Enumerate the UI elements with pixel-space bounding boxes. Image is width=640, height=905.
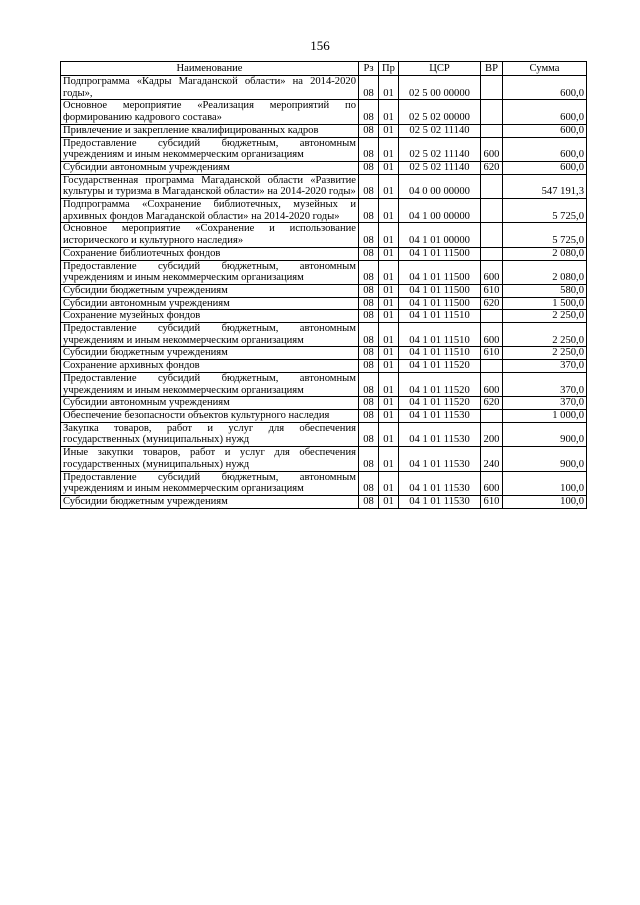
cell-name: Сохранение архивных фондов (61, 360, 359, 373)
cell-rz: 08 (359, 397, 379, 410)
cell-pr: 01 (379, 347, 399, 360)
cell-rz: 08 (359, 310, 379, 323)
cell-sum: 5 725,0 (503, 223, 587, 247)
cell-rz: 08 (359, 495, 379, 508)
header-csr: ЦСР (399, 62, 481, 76)
cell-pr: 01 (379, 223, 399, 247)
table-body (61, 76, 587, 509)
cell-sum: 100,0 (503, 471, 587, 495)
cell-name: Предоставление субсидий бюджетным, автономным учреждениям и иным некоммерческим организациям (61, 372, 359, 396)
cell-pr: 01 (379, 137, 399, 161)
cell-rz: 08 (359, 347, 379, 360)
cell-sum: 2 080,0 (503, 247, 587, 260)
cell-csr: 02 5 02 11140 (399, 124, 481, 137)
cell-vr (481, 223, 503, 247)
cell-rz: 08 (359, 372, 379, 396)
table-row (61, 124, 587, 137)
cell-pr: 01 (379, 397, 399, 410)
cell-csr: 02 5 02 00000 (399, 100, 481, 124)
cell-name: Субсидии бюджетным учреждениям (61, 495, 359, 508)
header-pr: Пр (379, 62, 399, 76)
cell-sum: 547 191,3 (503, 174, 587, 198)
cell-name: Подпрограмма «Кадры Магаданской области» на 2014-2020 годы», (61, 76, 359, 100)
cell-csr: 02 5 02 11140 (399, 137, 481, 161)
cell-sum: 1 500,0 (503, 297, 587, 310)
cell-pr: 01 (379, 260, 399, 284)
cell-pr: 01 (379, 124, 399, 137)
budget-table (60, 61, 587, 509)
cell-csr: 04 1 01 11510 (399, 347, 481, 360)
cell-sum: 2 250,0 (503, 310, 587, 323)
cell-name: Обеспечение безопасности объектов культурного наследия (61, 409, 359, 422)
cell-rz: 08 (359, 100, 379, 124)
cell-name: Предоставление субсидий бюджетным, автономным учреждениям и иным некоммерческим организациям (61, 137, 359, 161)
cell-pr: 01 (379, 323, 399, 347)
cell-name: Основное мероприятие «Сохранение и использование исторического и культурного наследия» (61, 223, 359, 247)
cell-pr: 01 (379, 199, 399, 223)
cell-sum: 900,0 (503, 447, 587, 471)
cell-csr: 04 1 01 00000 (399, 223, 481, 247)
cell-name: Субсидии бюджетным учреждениям (61, 347, 359, 360)
cell-name: Предоставление субсидий бюджетным, автономным учреждениям и иным некоммерческим организациям (61, 323, 359, 347)
cell-rz: 08 (359, 471, 379, 495)
cell-csr: 04 1 01 11520 (399, 372, 481, 396)
cell-sum: 600,0 (503, 100, 587, 124)
cell-csr: 04 1 01 11530 (399, 471, 481, 495)
cell-vr: 610 (481, 284, 503, 297)
cell-pr: 01 (379, 422, 399, 446)
cell-pr: 01 (379, 247, 399, 260)
header-row (61, 62, 587, 76)
table-row (61, 323, 587, 347)
cell-rz: 08 (359, 137, 379, 161)
cell-sum: 5 725,0 (503, 199, 587, 223)
table-row (61, 495, 587, 508)
table-row (61, 76, 587, 100)
cell-pr: 01 (379, 409, 399, 422)
cell-csr: 02 5 02 11140 (399, 161, 481, 174)
cell-sum: 2 250,0 (503, 347, 587, 360)
cell-csr: 04 1 01 11530 (399, 409, 481, 422)
cell-csr: 04 0 00 00000 (399, 174, 481, 198)
cell-pr: 01 (379, 297, 399, 310)
cell-rz: 08 (359, 360, 379, 373)
table-row (61, 447, 587, 471)
cell-vr: 240 (481, 447, 503, 471)
table-row (61, 100, 587, 124)
cell-name: Привлечение и закрепление квалифицированных кадров (61, 124, 359, 137)
cell-sum: 2 250,0 (503, 323, 587, 347)
cell-name: Субсидии автономным учреждениям (61, 397, 359, 410)
cell-vr: 620 (481, 397, 503, 410)
cell-pr: 01 (379, 161, 399, 174)
cell-csr: 02 5 00 00000 (399, 76, 481, 100)
cell-vr: 600 (481, 323, 503, 347)
table-row (61, 347, 587, 360)
cell-csr: 04 1 01 11510 (399, 310, 481, 323)
table-row (61, 174, 587, 198)
table-row (61, 247, 587, 260)
cell-sum: 600,0 (503, 137, 587, 161)
cell-name: Предоставление субсидий бюджетным, автономным учреждениям и иным некоммерческим организациям (61, 471, 359, 495)
cell-sum: 370,0 (503, 360, 587, 373)
cell-csr: 04 1 01 11510 (399, 323, 481, 347)
cell-sum: 600,0 (503, 161, 587, 174)
header-sum: Сумма (503, 62, 587, 76)
cell-vr (481, 199, 503, 223)
cell-name: Государственная программа Магаданской области «Развитие культуры и туризма в Магаданской области» на 2014-2020 годы» (61, 174, 359, 198)
cell-rz: 08 (359, 323, 379, 347)
cell-sum: 2 080,0 (503, 260, 587, 284)
cell-vr: 620 (481, 297, 503, 310)
table-row (61, 310, 587, 323)
cell-rz: 08 (359, 199, 379, 223)
cell-name: Иные закупки товаров, работ и услуг для обеспечения государственных (муниципальных) нужд (61, 447, 359, 471)
cell-csr: 04 1 01 11520 (399, 360, 481, 373)
cell-pr: 01 (379, 372, 399, 396)
cell-pr: 01 (379, 100, 399, 124)
table-header (61, 62, 587, 76)
table-row (61, 471, 587, 495)
header-vr: ВР (481, 62, 503, 76)
cell-name: Предоставление субсидий бюджетным, автономным учреждениям и иным некоммерческим организациям (61, 260, 359, 284)
cell-vr (481, 409, 503, 422)
table-row (61, 260, 587, 284)
cell-csr: 04 1 01 11500 (399, 260, 481, 284)
cell-pr: 01 (379, 284, 399, 297)
cell-sum: 370,0 (503, 397, 587, 410)
cell-name: Подпрограмма «Сохранение библиотечных, музейных и архивных фондов Магаданской области» на 2014-2020 годы» (61, 199, 359, 223)
cell-pr: 01 (379, 174, 399, 198)
cell-name: Субсидии бюджетным учреждениям (61, 284, 359, 297)
header-name: Наименование (61, 62, 359, 76)
table-row (61, 297, 587, 310)
cell-rz: 08 (359, 260, 379, 284)
table-row (61, 409, 587, 422)
cell-sum: 370,0 (503, 372, 587, 396)
cell-vr: 600 (481, 260, 503, 284)
cell-vr: 200 (481, 422, 503, 446)
cell-csr: 04 1 01 11500 (399, 247, 481, 260)
cell-csr: 04 1 01 11530 (399, 495, 481, 508)
cell-csr: 04 1 01 11520 (399, 397, 481, 410)
cell-vr: 610 (481, 495, 503, 508)
table-row (61, 161, 587, 174)
cell-vr (481, 360, 503, 373)
cell-name: Сохранение библиотечных фондов (61, 247, 359, 260)
cell-rz: 08 (359, 161, 379, 174)
cell-vr: 600 (481, 137, 503, 161)
cell-csr: 04 1 00 00000 (399, 199, 481, 223)
cell-pr: 01 (379, 76, 399, 100)
cell-vr (481, 310, 503, 323)
cell-rz: 08 (359, 447, 379, 471)
cell-rz: 08 (359, 174, 379, 198)
header-rz: Рз (359, 62, 379, 76)
cell-name: Основное мероприятие «Реализация мероприятий по формированию кадрового состава» (61, 100, 359, 124)
cell-vr: 610 (481, 347, 503, 360)
cell-pr: 01 (379, 495, 399, 508)
cell-sum: 900,0 (503, 422, 587, 446)
table-row (61, 199, 587, 223)
table-row (61, 137, 587, 161)
table-row (61, 372, 587, 396)
cell-name: Сохранение музейных фондов (61, 310, 359, 323)
cell-rz: 08 (359, 76, 379, 100)
table-row (61, 360, 587, 373)
cell-rz: 08 (359, 409, 379, 422)
cell-vr (481, 247, 503, 260)
cell-rz: 08 (359, 247, 379, 260)
cell-csr: 04 1 01 11500 (399, 297, 481, 310)
cell-sum: 1 000,0 (503, 409, 587, 422)
cell-rz: 08 (359, 284, 379, 297)
table-row (61, 422, 587, 446)
cell-pr: 01 (379, 447, 399, 471)
cell-vr (481, 124, 503, 137)
cell-sum: 100,0 (503, 495, 587, 508)
cell-csr: 04 1 01 11530 (399, 447, 481, 471)
cell-rz: 08 (359, 422, 379, 446)
table-row (61, 223, 587, 247)
cell-csr: 04 1 01 11500 (399, 284, 481, 297)
cell-rz: 08 (359, 297, 379, 310)
cell-sum: 600,0 (503, 76, 587, 100)
cell-vr (481, 174, 503, 198)
cell-vr: 620 (481, 161, 503, 174)
cell-sum: 600,0 (503, 124, 587, 137)
cell-name: Закупка товаров, работ и услуг для обеспечения государственных (муниципальных) нужд (61, 422, 359, 446)
cell-sum: 580,0 (503, 284, 587, 297)
table-row (61, 284, 587, 297)
page-number: 156 (310, 38, 330, 53)
cell-pr: 01 (379, 310, 399, 323)
cell-rz: 08 (359, 124, 379, 137)
table-row (61, 397, 587, 410)
cell-vr: 600 (481, 372, 503, 396)
cell-rz: 08 (359, 223, 379, 247)
cell-pr: 01 (379, 471, 399, 495)
cell-name: Субсидии автономным учреждениям (61, 161, 359, 174)
cell-vr (481, 76, 503, 100)
cell-vr: 600 (481, 471, 503, 495)
cell-name: Субсидии автономным учреждениям (61, 297, 359, 310)
cell-vr (481, 100, 503, 124)
cell-pr: 01 (379, 360, 399, 373)
cell-csr: 04 1 01 11530 (399, 422, 481, 446)
